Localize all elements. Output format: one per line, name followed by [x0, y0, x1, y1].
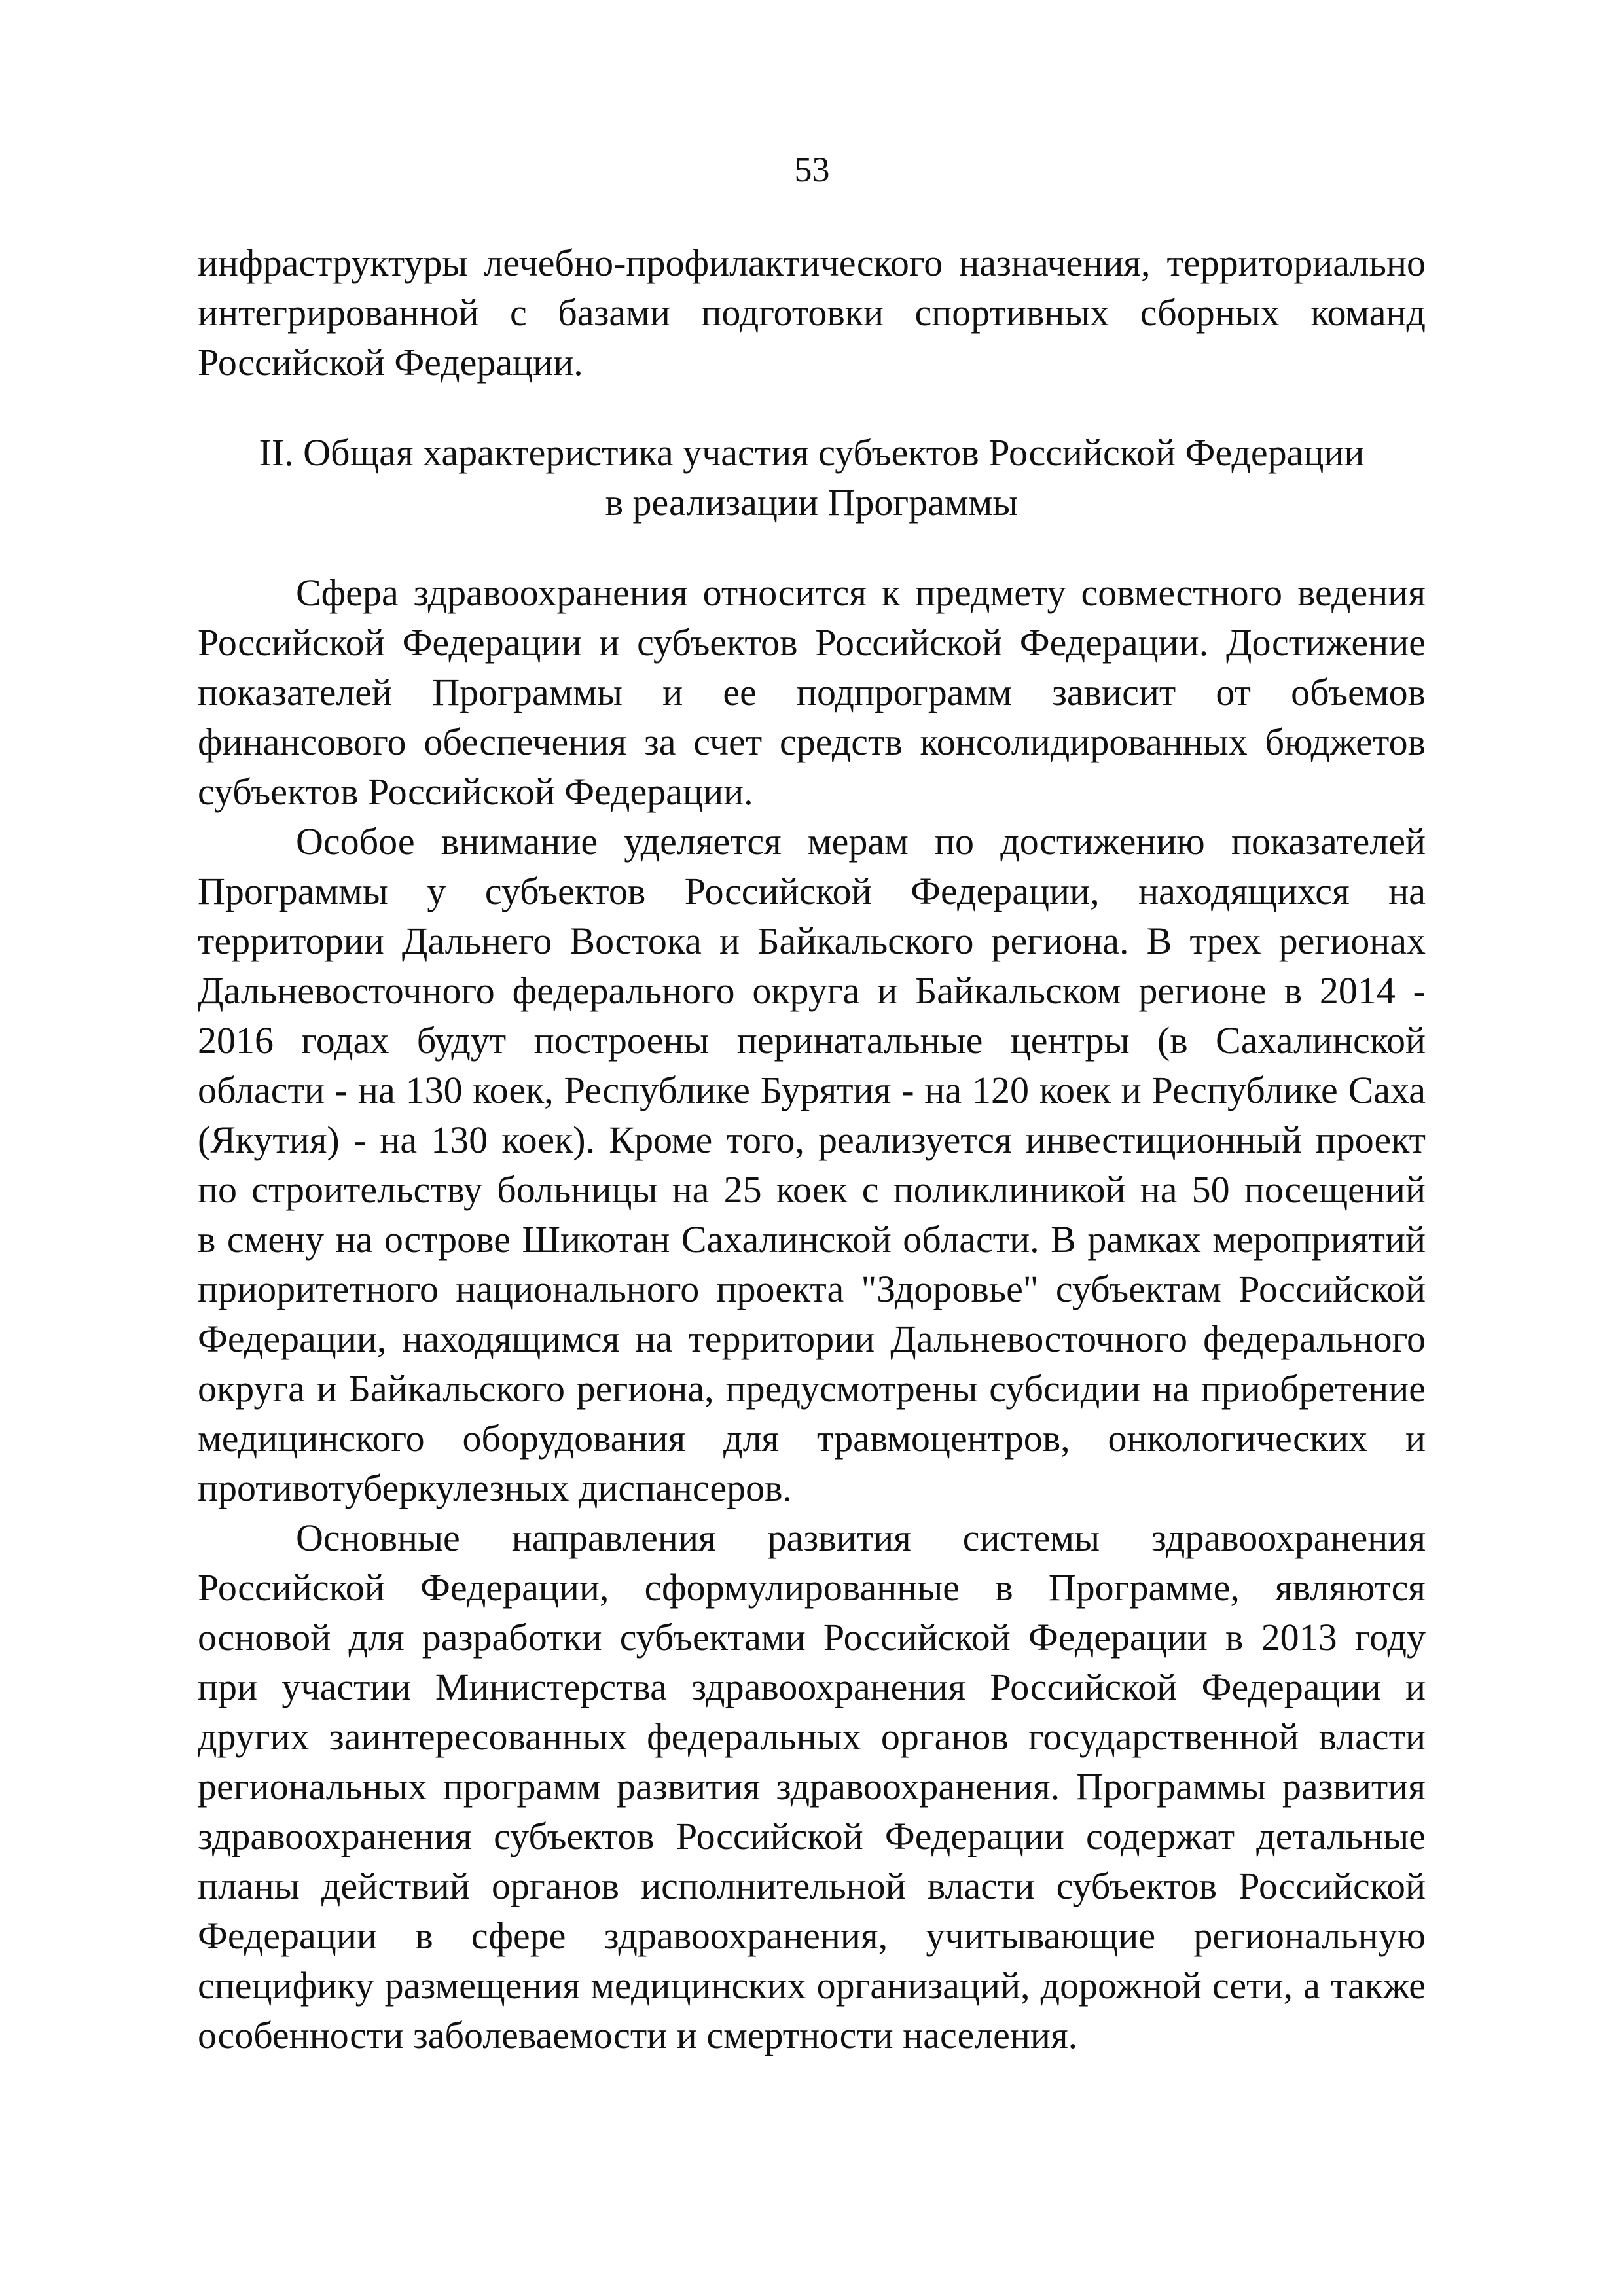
text-line: по строительству больницы на 25 коек с поликлиникой на 50 посещений: [198, 1168, 1426, 1211]
page-number: 53: [794, 150, 830, 189]
text-line: региональных программ развития здравоохранения. Программы развития: [198, 1765, 1426, 1808]
text-line: территории Дальнего Востока и Байкальского региона. В трех регионах: [198, 920, 1426, 962]
text-line: Основные направления развития системы здравоохранения: [296, 1516, 1426, 1559]
text-line: планы действий органов исполнительной власти субъектов Российской: [198, 1865, 1426, 1907]
text-line: округа и Байкальского региона, предусмотрены субсидии на приобретение: [198, 1367, 1426, 1410]
text-line: финансового обеспечения за счет средств консолидированных бюджетов: [198, 721, 1426, 763]
text-line: Сфера здравоохранения относится к предмету совместного ведения: [296, 571, 1426, 614]
text-line: (Якутия) - на 130 коек). Кроме того, реализуется инвестиционный проект: [198, 1119, 1426, 1161]
text-line: интегрированной с базами подготовки спортивных сборных команд: [198, 291, 1426, 334]
text-line: медицинского оборудования для травмоцентров, онкологических и: [198, 1417, 1426, 1460]
text-line: специфику размещения медицинских организаций, дорожной сети, а также: [198, 1964, 1426, 2007]
text-line: Российской Федерации и субъектов Российской Федерации. Достижение: [198, 621, 1426, 664]
text-line: области - на 130 коек, Республике Бурятия - на 120 коек и Республике Саха: [198, 1069, 1426, 1111]
text-line: Федерации в сфере здравоохранения, учитывающие региональную: [198, 1914, 1426, 1957]
text-line: показателей Программы и ее подпрограмм зависит от объемов: [198, 671, 1426, 713]
text-line: Программы у субъектов Российской Федерации, находящихся на: [198, 870, 1426, 912]
text-line: 2016 годах будут построены перинатальные центры (в Сахалинской: [198, 1019, 1426, 1062]
text-line: Российской Федерации.: [198, 341, 583, 384]
text-line: при участии Министерства здравоохранения Российской Федерации и: [198, 1666, 1426, 1708]
text-line: инфраструктуры лечебно-профилактического назначения, территориально: [198, 242, 1426, 284]
section-heading-line: II. Общая характеристика участия субъектов Российской Федерации: [259, 431, 1365, 474]
text-line: противотуберкулезных диспансеров.: [198, 1467, 793, 1509]
text-line: основой для разработки субъектами Российской Федерации в 2013 году: [198, 1616, 1426, 1659]
text-line: субъектов Российской Федерации.: [198, 770, 753, 813]
paragraph: [198, 568, 1426, 817]
text-line: Особое внимание уделяется мерам по достижению показателей: [296, 820, 1426, 863]
text-line: здравоохранения субъектов Российской Федерации содержат детальные: [198, 1815, 1426, 1857]
section-heading: [198, 428, 1426, 528]
paragraph: [198, 817, 1426, 1513]
text-line: Российской Федерации, сформулированные в Программе, являются: [198, 1566, 1426, 1609]
section-heading-line: в реализации Программы: [605, 481, 1019, 524]
text-line: приоритетного национального проекта "Здоровье" субъектам Российской: [198, 1268, 1426, 1310]
text-line: в смену на острове Шикотан Сахалинской области. В рамках мероприятий: [198, 1218, 1426, 1261]
paragraph: [198, 1513, 1426, 2060]
text-line: Федерации, находящимся на территории Дальневосточного федерального: [198, 1318, 1426, 1360]
text-line: Дальневосточного федерального округа и Байкальском регионе в 2014 -: [198, 969, 1426, 1012]
text-line: особенности заболеваемости и смертности населения.: [198, 2014, 1078, 2056]
text-line: других заинтересованных федеральных органов государственной власти: [198, 1715, 1426, 1758]
intro-continuation: [198, 238, 1426, 387]
section-body: [198, 568, 1426, 2060]
